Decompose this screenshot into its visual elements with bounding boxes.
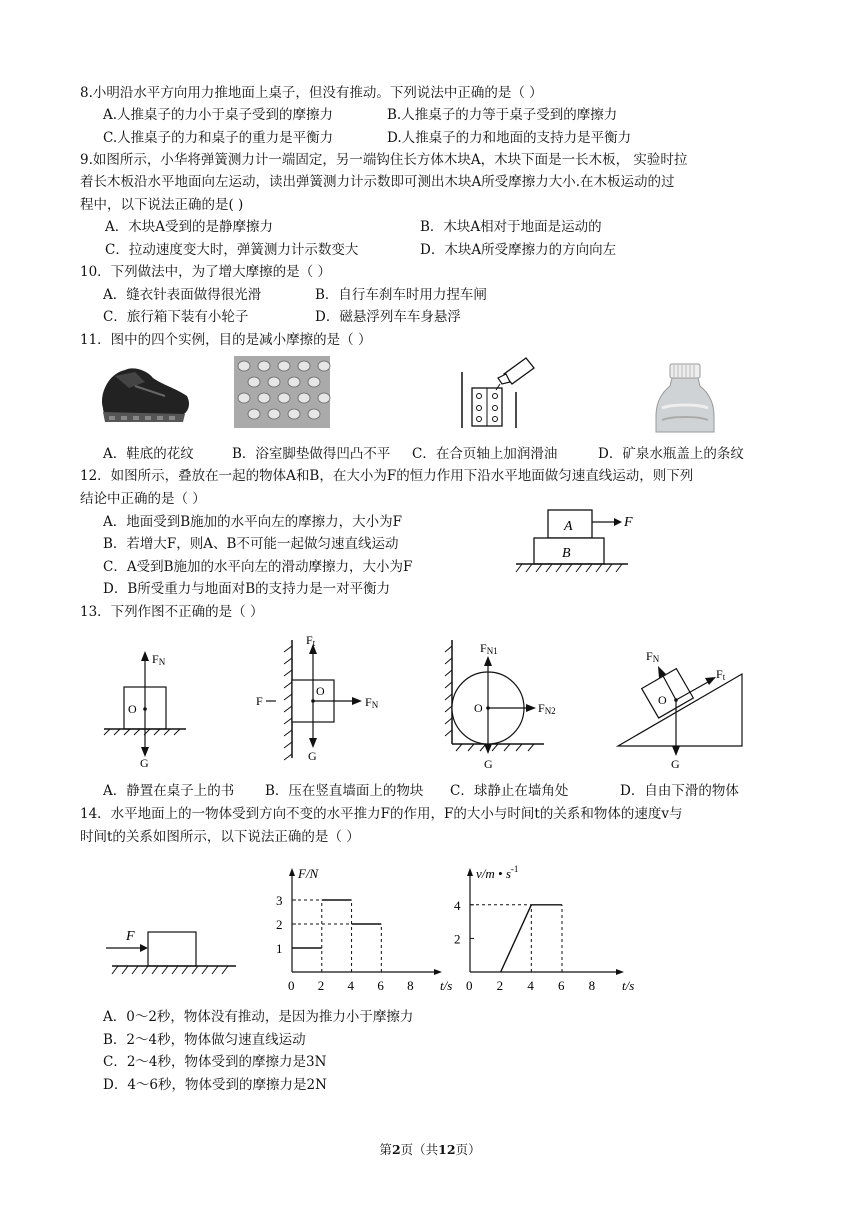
x-tick-label-2: 2 [317,978,325,993]
q13-diagram-b-wall-block [250,633,390,766]
force-f-label: F [624,515,633,530]
arrow-g [309,738,317,748]
q9-option-a: A．木块A受到的是静摩擦力 [105,219,273,235]
q14-option-d: D．4～6秒，物体受到的摩擦力是2N [103,1077,327,1093]
y-axis-arrow [289,868,295,876]
q8-option-d: D.人推桌子的力和地面的支持力是平衡力 [387,130,632,146]
q11-option-a: A．鞋底的花纹 [103,446,194,462]
x-tick-label-4: 4 [527,978,534,993]
label-fn: FN [646,649,660,664]
q13-option-c: C．球静止在墙角处 [450,783,569,799]
y-tick-label-2: 2 [276,917,283,932]
label-o: O [128,702,137,716]
x-axis-arrow [434,969,442,975]
x-tick-label-0: 0 [466,978,473,993]
label-g: G [308,749,317,763]
force-arrow-f [614,518,622,526]
q12-stacked-blocks-diagram [512,500,652,580]
arrow-fn2 [526,704,536,712]
force-arrow-f [140,944,148,952]
label-o: O [658,693,667,707]
arrow-ft [705,677,716,685]
bottle-cap-image [650,360,720,432]
arrow-fn1 [484,656,492,666]
hinge-oil-image [448,352,538,432]
q14-option-c: C．2～4秒，物体受到的摩擦力是3N [103,1054,327,1070]
footer-page-number: 2 [391,1142,401,1157]
q9-option-c: C．拉动速度变大时，弹簧测力计示数变大 [105,242,359,258]
q12-option-a: A．地面受到B施加的水平向左的摩擦力，大小为F [103,514,403,530]
x-tick-label-8: 8 [407,978,414,993]
page-footer [0,1140,860,1158]
q12-option-b: B．若增大F，则A、B不可能一起做匀速直线运动 [103,536,399,552]
y-axis-arrow [467,868,473,876]
y-tick-label-1: 1 [276,941,283,956]
q12-stem-line2: 结论中正确的是（ ） [80,491,206,507]
y-axis-label: F/N [298,866,319,881]
q13-diagram-a-book [100,645,190,770]
x-tick-label-0: 0 [288,978,295,993]
block-b-label: B [562,546,571,561]
q9-option-b: B．木块A相对于地面是运动的 [420,219,602,235]
arrow-fn [352,697,362,705]
q12-option-d: D．B所受重力与地面对B的支持力是一对平衡力 [103,581,391,597]
label-g: G [484,757,493,771]
footer-middle: 页（共 [400,1142,439,1157]
q14-option-b: B．2～4秒，物体做匀速直线运动 [103,1032,306,1048]
y-tick-label-2: 2 [454,931,461,947]
q9-stem-line1: 9.如图所示，小华将弹簧测力计一端固定，另一端钩住长方体木块A，木块下面是一长木板， 实验时拉 [80,152,688,168]
label-g: G [671,757,680,771]
shoe-sole-image [95,356,195,428]
q13-diagram-d-incline [612,640,752,772]
x-tick-label-8: 8 [588,978,596,993]
force-time-chart [268,862,453,998]
q14-stem-line2: 时间t的关系如图所示，以下说法正确的是（ ） [80,829,360,845]
label-fn: FN [152,652,166,667]
x-tick-label-2: 2 [496,978,504,993]
x-axis-arrow [616,969,624,975]
q9-option-d: D．木块A所受摩擦力的方向向左 [420,242,617,258]
label-g: G [140,756,149,770]
q13-option-d: D．自由下滑的物体 [620,783,739,799]
q13-stem: 13．下列作图不正确的是（ ） [80,604,264,620]
bath-mat-image [234,356,330,428]
block-a-label: A [564,519,573,534]
label-fn: FN [365,695,379,710]
q11-option-c: C．在合页轴上加润滑油 [412,446,558,462]
x-axis-label: t/s [440,978,453,993]
footer-suffix: 页） [455,1142,481,1157]
arrow-g [672,746,680,756]
x-tick-label-6: 6 [558,978,565,993]
y-axis-label: v/m • $s^{-1}$ [476,864,519,881]
footer-prefix: 第 [379,1142,392,1157]
y-tick-label-3: 3 [276,893,283,908]
arrow-fn [141,651,149,661]
q10-option-d: D．磁悬浮列车车身悬浮 [315,309,461,325]
label-ft: Ft [306,633,316,648]
q14-stem-line1: 14．水平地面上的一物体受到方向不变的水平推力F的作用，F的大小与时间t的关系和物体的速度v与 [80,806,683,822]
pushed-block [148,932,196,966]
velocity-time-chart [446,862,635,998]
footer-total-pages: 12 [438,1142,456,1157]
force-f-label: F [126,929,135,944]
x-axis-label: t/s [622,978,635,993]
q11-option-b: B．浴室脚垫做得凹凸不平 [232,446,391,462]
x-tick-label-4: 4 [347,978,355,993]
arrow-g [484,744,492,754]
q12-option-c: C．A受到B施加的水平向左的滑动摩擦力，大小为F [103,559,413,575]
y-tick-label-4: 4 [454,897,461,913]
q8-stem: 8.小明沿水平方向用力推地面上桌子，但没有推动。下列说法中正确的是（ ） [80,85,543,101]
q8-option-a: A.人推桌子的力小于桌子受到的摩擦力 [103,107,334,123]
q8-option-b: B.人推桌子的力等于桌子受到的摩擦力 [387,107,618,123]
q13-diagram-c-ball-corner [440,636,580,772]
q13-option-b: B．压在竖直墙面上的物块 [265,783,424,799]
label-fn1: FN1 [480,641,498,656]
q11-stem: 11．图中的四个实例，目的是减小摩擦的是（ ） [80,332,372,348]
q14-option-a: A．0～2秒，物体没有推动，是因为推力小于摩擦力 [103,1009,414,1025]
data-segment-0 [501,905,532,972]
q9-stem-line3: 程中，以下说法正确的是( ) [80,197,244,213]
q12-stem-line1: 12．如图所示，叠放在一起的物体A和B，在大小为F的恒力作用下沿水平地面做匀速直线运动，则下列 [80,468,694,484]
label-o: O [316,684,325,698]
q10-option-a: A．缝衣针表面做得很光滑 [103,287,262,303]
q8-option-c: C.人推桌子的力和桌子的重力是平衡力 [103,130,334,146]
q13-option-a: A．静置在桌子上的书 [103,783,235,799]
label-o: O [474,701,483,715]
label-ft: Ft [716,667,726,682]
q14-push-block-diagram [100,920,240,980]
q10-option-c: C．旅行箱下装有小轮子 [103,309,249,325]
q11-option-d: D．矿泉水瓶盖上的条纹 [598,446,744,462]
q10-option-b: B．自行车刹车时用力捏车闸 [315,287,487,303]
q9-stem-line2: 着长木板沿水平地面向左运动，读出弹簧测力计示数即可测出木块A所受摩擦力大小.在木板运动的过 [80,174,675,190]
label-fn2: FN2 [538,701,556,716]
label-f: F [256,694,263,708]
x-tick-label-6: 6 [377,978,384,993]
q10-stem: 10．下列做法中，为了增大摩擦的是（ ） [80,264,331,280]
